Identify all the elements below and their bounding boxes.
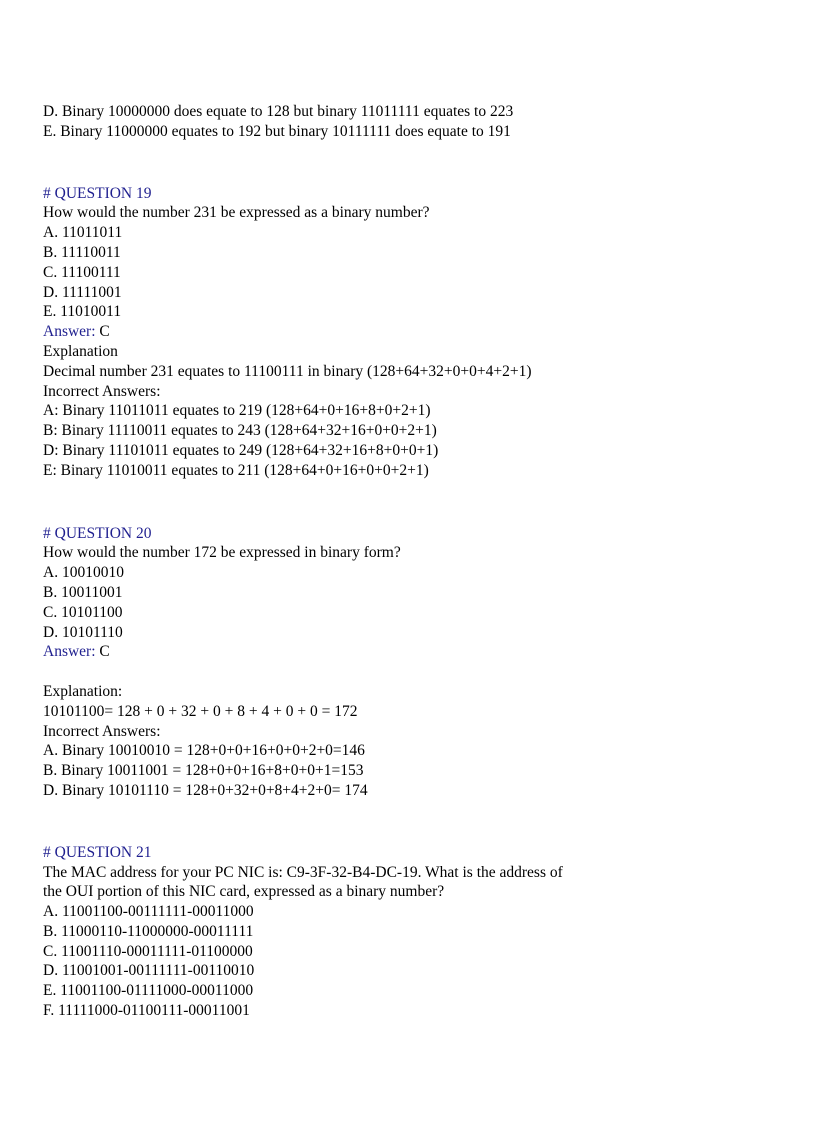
document-page bbox=[43, 102, 783, 1021]
answer-line bbox=[43, 322, 783, 342]
answer-option: C. 10101100 bbox=[43, 603, 123, 621]
explanation-label: Explanation bbox=[43, 342, 118, 360]
answer-line bbox=[43, 642, 783, 662]
intro-line: E. Binary 11000000 equates to 192 but binary 10111111 does equate to 191 bbox=[43, 122, 511, 140]
question-20 bbox=[43, 524, 783, 801]
incorrect-answers-label: Incorrect Answers: bbox=[43, 722, 161, 740]
explanation-text: Decimal number 231 equates to 11100111 in binary (128+64+32+0+0+4+2+1) bbox=[43, 362, 532, 380]
answer-value: C bbox=[95, 323, 110, 341]
answer-option: A. 11011011 bbox=[43, 224, 123, 242]
incorrect-answer: D: Binary 11101011 equates to 249 (128+64+32+16+8+0+0+1) bbox=[43, 441, 439, 459]
answer-label: Answer: bbox=[43, 643, 96, 661]
question-text: the OUI portion of this NIC card, expressed as a binary number? bbox=[43, 883, 445, 901]
spacer bbox=[43, 835, 783, 843]
incorrect-answers-label: Incorrect Answers: bbox=[43, 382, 161, 400]
answer-option: D. 10101110 bbox=[43, 623, 123, 641]
explanation-label: Explanation: bbox=[43, 682, 123, 700]
explanation-text: 10101100= 128 + 0 + 32 + 0 + 8 + 4 + 0 + 0 = 172 bbox=[43, 702, 358, 720]
incorrect-answer: A. Binary 10010010 = 128+0+0+16+0+0+2+0=146 bbox=[43, 742, 365, 760]
question-heading bbox=[43, 843, 783, 863]
answer-option: D. 11111001 bbox=[43, 283, 122, 301]
incorrect-answer: A: Binary 11011011 equates to 219 (128+64+0+16+8+0+2+1) bbox=[43, 402, 431, 420]
question-21 bbox=[43, 843, 783, 1021]
question-heading bbox=[43, 524, 783, 544]
answer-option: A. 10010010 bbox=[43, 564, 124, 582]
incorrect-answer: D. Binary 10101110 = 128+0+32+0+8+4+2+0= 174 bbox=[43, 781, 368, 799]
answer-option: D. 11001001-00111111-00110010 bbox=[43, 962, 255, 980]
spacer bbox=[43, 142, 783, 176]
answer-option: F. 11111000-01100111-00011001 bbox=[43, 1002, 250, 1020]
spacer bbox=[43, 801, 783, 835]
question-heading bbox=[43, 184, 783, 204]
question-number: 21 bbox=[136, 843, 152, 861]
answer-option: B. 11110011 bbox=[43, 243, 121, 261]
question-19 bbox=[43, 184, 783, 481]
answer-label: Answer: bbox=[43, 323, 96, 341]
question-text: How would the number 172 be expressed in binary form? bbox=[43, 544, 401, 562]
answer-option: C. 11100111 bbox=[43, 263, 121, 281]
spacer bbox=[43, 515, 783, 524]
answer-option: E. 11010011 bbox=[43, 303, 122, 321]
question-heading-prefix: # QUESTION bbox=[43, 524, 133, 542]
incorrect-answer: E: Binary 11010011 equates to 211 (128+64+0+16+0+0+2+1) bbox=[43, 461, 429, 479]
spacer bbox=[43, 481, 783, 515]
spacer bbox=[43, 662, 783, 682]
spacer bbox=[43, 176, 783, 184]
answer-option: B. 10011001 bbox=[43, 583, 123, 601]
intro-line: D. Binary 10000000 does equate to 128 but binary 11011111 equates to 223 bbox=[43, 103, 514, 120]
question-number: 20 bbox=[136, 524, 152, 542]
answer-option: C. 11001110-00011111-01100000 bbox=[43, 942, 253, 960]
answer-option: B. 11000110-11000000-00011111 bbox=[43, 922, 254, 940]
question-heading-prefix: # QUESTION bbox=[43, 184, 133, 202]
incorrect-answer: B: Binary 11110011 equates to 243 (128+64+32+16+0+0+2+1) bbox=[43, 422, 437, 440]
answer-option: E. 11001100-01111000-00011000 bbox=[43, 982, 254, 1000]
question-heading-prefix: # QUESTION bbox=[43, 843, 133, 861]
question-number: 19 bbox=[136, 184, 152, 202]
answer-option: A. 11001100-00111111-00011000 bbox=[43, 903, 254, 921]
question-text: The MAC address for your PC NIC is: C9-3F-32-B4-DC-19. What is the address of bbox=[43, 863, 563, 881]
question-text: How would the number 231 be expressed as a binary number? bbox=[43, 204, 430, 222]
answer-value: C bbox=[95, 643, 110, 661]
incorrect-answer: B. Binary 10011001 = 128+0+0+16+8+0+0+1=153 bbox=[43, 762, 364, 780]
